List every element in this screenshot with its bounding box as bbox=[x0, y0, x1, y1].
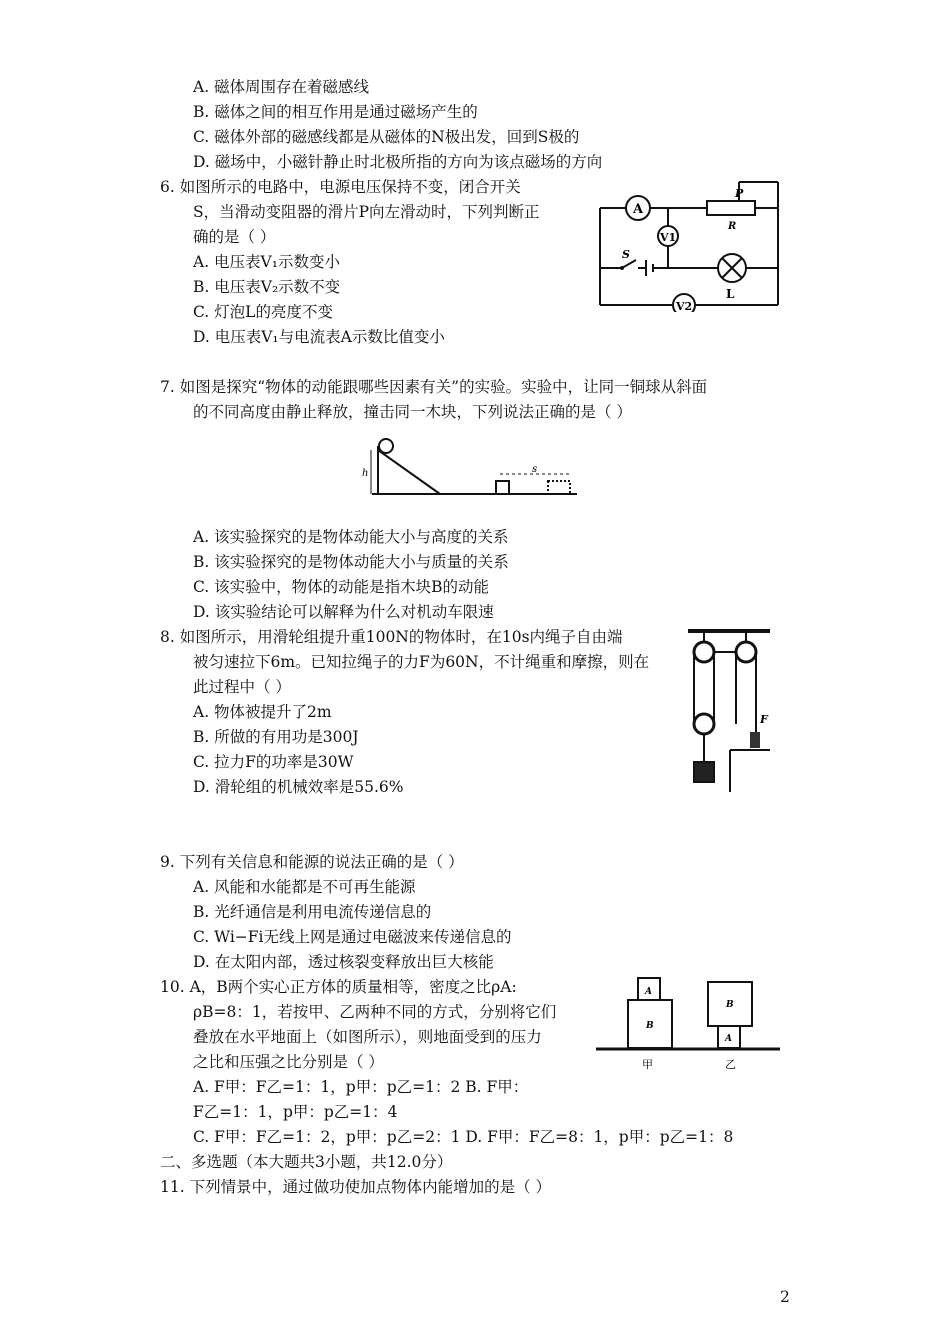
text-line: D. 滑轮组的机械效率是55.6% bbox=[193, 778, 404, 796]
circuit-label: V1 bbox=[660, 231, 677, 244]
text-line: C. 灯泡L的亮度不变 bbox=[193, 303, 333, 321]
circuit-label: P bbox=[735, 187, 744, 200]
rheostat-symbol bbox=[707, 201, 755, 215]
text-line: 6. 如图所示的电路中，电源电压保持不变，闭合开关 bbox=[160, 178, 521, 196]
text-line: A. 风能和水能都是不可再生能源 bbox=[193, 878, 416, 896]
text-line: 叠放在水平地面上（如图所示），则地面受到的压力 bbox=[193, 1028, 542, 1046]
text-line: B. 电压表V₂示数不变 bbox=[193, 278, 341, 296]
circuit-label: V2 bbox=[676, 300, 693, 312]
block-symbol bbox=[496, 481, 509, 494]
text-line: S，当滑动变阻器的滑片P向左滑动时，下列判断正 bbox=[193, 203, 540, 221]
text-line: D. 该实验结论可以解释为什么对机动车限速 bbox=[193, 603, 494, 621]
cube-label: B bbox=[726, 1000, 734, 1010]
text-line: 11. 下列情景中，通过做功使加点物体内能增加的是（ ） bbox=[160, 1178, 552, 1196]
cube-label: A bbox=[645, 987, 652, 997]
cube-label: 乙 bbox=[725, 1058, 736, 1071]
text-line: A. 磁体周围存在着磁感线 bbox=[193, 78, 370, 96]
circuit-label: A bbox=[633, 202, 644, 217]
ball-symbol bbox=[379, 439, 393, 453]
text-line: D. 在太阳内部，透过核裂变释放出巨大核能 bbox=[193, 953, 494, 971]
cube-label: 甲 bbox=[642, 1058, 653, 1071]
text-line: D. 电压表V₁与电流表A示数比值变小 bbox=[193, 328, 445, 346]
text-line: A. 电压表V₁示数变小 bbox=[193, 253, 340, 271]
text-line: 10. A，B两个实心正方体的质量相等，密度之比ρA: bbox=[160, 978, 517, 996]
text-line: 二、多选题（本大题共3小题，共12.0分） bbox=[160, 1153, 453, 1171]
text-line: 7. 如图是探究“物体的动能跟哪些因素有关”的实验。实验中，让同一铜球从斜面 bbox=[160, 378, 708, 396]
cubes-figure bbox=[594, 974, 782, 1074]
text-line: B. 该实验探究的是物体动能大小与质量的关系 bbox=[193, 553, 509, 571]
text-line: 此过程中（ ） bbox=[193, 678, 291, 696]
circuit-label: S bbox=[622, 248, 630, 261]
text-line: C. Wi−Fi无线上网是通过电磁波来传递信息的 bbox=[193, 928, 512, 946]
text-line: 的不同高度由静止释放，撞击同一木块，下列说法正确的是（ ） bbox=[193, 403, 632, 421]
text-line: C. 拉力F的功率是30W bbox=[193, 753, 354, 771]
text-line: A. 物体被提升了2m bbox=[193, 703, 332, 721]
circuit-label: L bbox=[726, 287, 735, 301]
text-line: A. 该实验探究的是物体动能大小与高度的关系 bbox=[193, 528, 509, 546]
circuit-figure bbox=[592, 180, 787, 312]
text-line: ρB=8：1，若按甲、乙两种不同的方式，分别将它们 bbox=[193, 1003, 557, 1021]
ramp-label: h bbox=[362, 468, 369, 479]
block-moved-symbol bbox=[548, 481, 570, 494]
pulley-figure bbox=[686, 628, 772, 794]
text-line: 被匀速拉下6m。已知拉绳子的力F为60N，不计绳重和摩擦，则在 bbox=[193, 653, 650, 671]
text-line: C. 该实验中，物体的动能是指木块B的动能 bbox=[193, 578, 490, 596]
text-line: 确的是（ ） bbox=[193, 228, 276, 246]
text-line: B. 所做的有用功是300J bbox=[193, 728, 359, 746]
text-line: 9. 下列有关信息和能源的说法正确的是（ ） bbox=[160, 853, 464, 871]
ramp-figure bbox=[362, 436, 584, 502]
text-line: 之比和压强之比分别是（ ） bbox=[193, 1053, 384, 1071]
weight-block bbox=[694, 762, 714, 782]
cube-label: A bbox=[725, 1034, 732, 1044]
text-line: C. 磁体外部的磁感线都是从磁体的N极出发，回到S极的 bbox=[193, 128, 580, 146]
ramp-label: s bbox=[532, 464, 538, 475]
text-line: C. F甲：F乙=1：2，p甲：p乙=2：1 D. F甲：F乙=8：1，p甲：p乙=1：8 bbox=[193, 1128, 734, 1146]
text-line: A. F甲：F乙=1：1，p甲：p乙=1：2 B. F甲： bbox=[193, 1078, 529, 1096]
text-line: B. 磁体之间的相互作用是通过磁场产生的 bbox=[193, 103, 478, 121]
page-number: 2 bbox=[780, 1288, 790, 1306]
circuit-label: R bbox=[728, 221, 737, 232]
text-line: 8. 如图所示，用滑轮组提升重100N的物体时，在10s内绳子自由端 bbox=[160, 628, 623, 646]
fixed-pulley-right bbox=[736, 642, 756, 662]
text-line: D. 磁场中，小磁针静止时北极所指的方向为该点磁场的方向 bbox=[193, 153, 603, 171]
pulley-label: F bbox=[760, 713, 768, 726]
movable-pulley bbox=[694, 714, 714, 734]
cube-label: B bbox=[646, 1021, 654, 1031]
fixed-pulley-left bbox=[694, 642, 714, 662]
text-line: F乙=1：1，p甲：p乙=1：4 bbox=[193, 1103, 398, 1121]
text-line: B. 光纤通信是利用电流传递信息的 bbox=[193, 903, 432, 921]
